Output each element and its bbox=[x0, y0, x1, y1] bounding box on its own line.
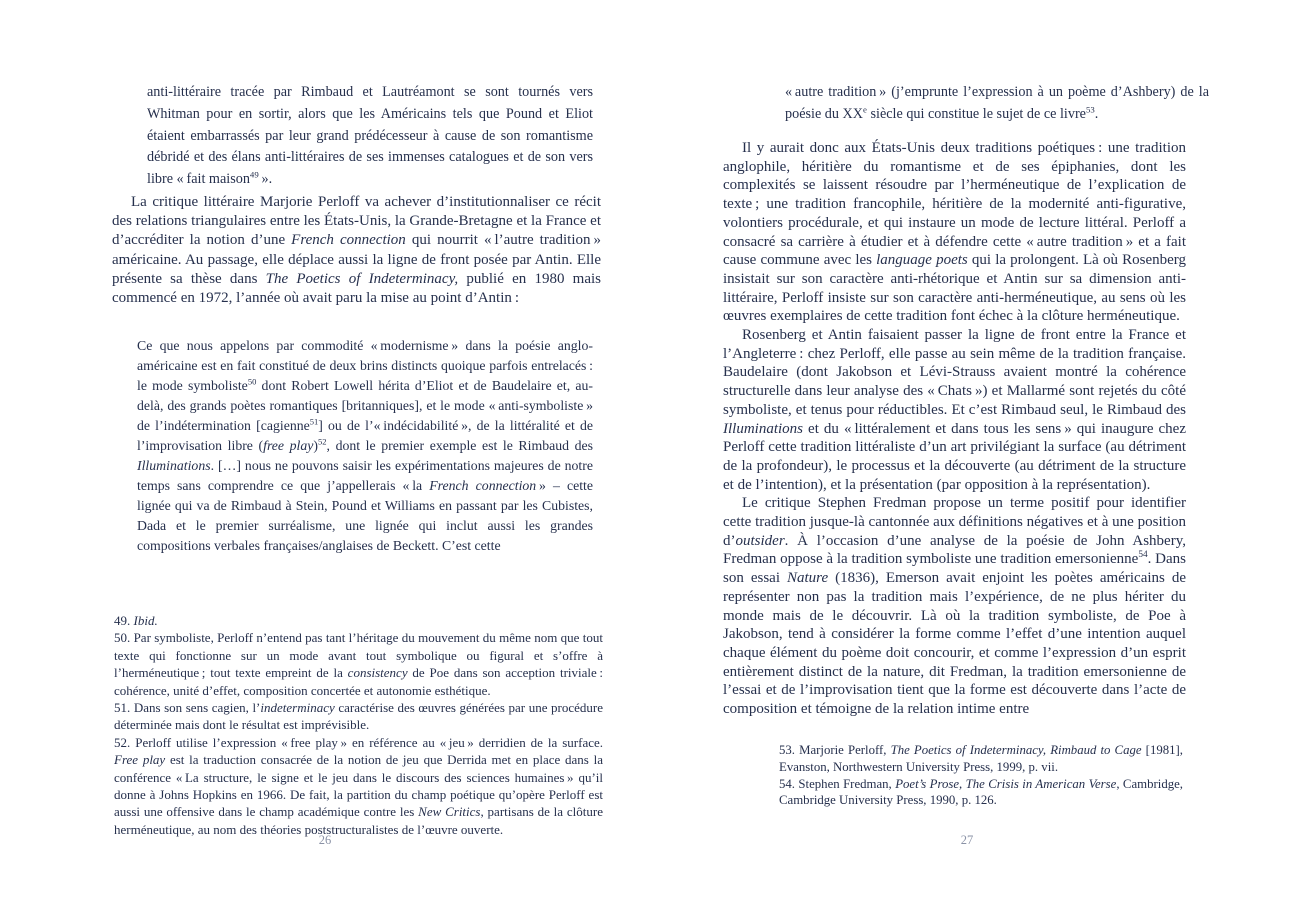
right-paragraph-1: Il y aurait donc aux États-Unis deux traditions poétiques : une tradition anglophile, héritière du romantisme et de ses épiphanies, dont les complexités se laissent résoudre par l’herméneutique de l’explication de texte ; une tradition francophile, héritière de la modernité anti-figurative, volontiers procédurale, et qui instaure un mode de lecture littéral. Perloff a consacré sa carrière à étudier et à défendre cette « autre tradition » et a fait cause commune avec les language poets qui la prolongent. Là où Rosenberg insistait sur son caractère anti-rhétorique et Antin sur sa dimension anti-littéraire, Perloff insiste sur son caractère anti-herméneutique, au sens où les œuvres exemplaires de cette tradition font échec à la clôture herméneutique. bbox=[723, 140, 1186, 325]
footnote-53: 53. Marjorie Perloff, The Poetics of Indeterminacy, Rimbaud to Cage [1981], Evanston, Northwestern University Press, 1999, p. vii. bbox=[779, 743, 1183, 774]
left-quote-continuation: anti-littéraire tracée par Rimbaud et Lautréamont se sont tournés vers Whitman pour en sortir, alors que les Américains tels que Pound et Eliot étaient embarrassés par leur grand prédécesseur à cause de son romantisme débridé et des élans anti-littéraires de ses immenses catalogues et de son vers libre « fait maison$^{49}$ ». bbox=[147, 84, 593, 188]
right-quote-continuation: « autre tradition » (j’emprunte l’expression à un poème d’Ashbery) de la poésie du XXe siècle qui constitue le sujet de ce livre$^{53}$. bbox=[785, 84, 1209, 122]
right-paragraph-2: Rosenberg et Antin faisaient passer la ligne de front entre la France et l’Angleterre : chez Perloff, elle passe au sein même de la tradition française. Baudelaire (dont Jakobson et Lévi-Strauss avaient montré la cohérence structurelle dans leur analyse des « Chats ») et Mallarmé sont rejetés du côté symboliste, et tenus pour réductibles. Et c’est Rimbaud seul, le Rimbaud des Illuminations et du « littéralement et dans tous les sens » qui inaugure chez Perloff cette tradition littéraliste d’un art privilégiant la surface (au détriment de la profondeur), le processus et la découverte (au détriment de la structure et de l’intention), et la présentation (par opposition à la représentation). bbox=[723, 327, 1186, 493]
footnote-54: 54. Stephen Fredman, Poet’s Prose, The Crisis in American Verse, Cambridge, Cambridge University Press, 1990, p. 126. bbox=[779, 776, 1183, 808]
left-footnotes bbox=[114, 612, 603, 838]
right-footnotes bbox=[779, 742, 1183, 809]
left-blockquote: Ce que nous appelons par commodité « modernisme » dans la poésie anglo-américaine est en fait constitué de deux brins distincts quoique parfois entrelacés : le mode symboliste$^{50}$ dont Robert Lowell hérita d’Eliot et de Baudelaire et, au-delà, des grands poètes romantiques [britanniques], et le mode « anti-symboliste » de l’indétermination [cagienne$^{51}$] ou de l’« indécidabilité », de la littéralité et de l’improvisation libre (free play)$^{52}$, dont le premier exemple est le Rimbaud des Illuminations. […] nous ne pouvons saisir les expérimentations majeures de notre temps sans comprendre ce que j’appellerais « la French connection » – cette lignée qui va de Rimbaud à Stein, Pound et Williams en passant par les Cubistes, Dada et le premier surréalisme, une lignée qui inclut aussi les grandes compositions verbales françaises/anglaises de Beckett. C’est cette bbox=[137, 338, 594, 553]
right-paragraph-3: Le critique Stephen Fredman propose un terme positif pour identifier cette tradition jusque-là cantonnée aux définitions négatives et à une position d’outsider. À l’occasion d’une analyse de la poésie de John Ashbery, Fredman oppose à la tradition symboliste une tradition emersonienne$^{54}$. Dans son essai Nature (1836), Emerson avait enjoint les poètes américains de représenter non pas la tradition mais l’expérience, de ne plus hériter du monde mais de le découvrir. Là où la tradition symboliste, de Poe à Jakobson, tend à considérer la forme comme l’effet d’une intention auquel chaque élément du poème doit concourir, et comme l’expression d’un esprit entièrement distinct de la nature, dit Fredman, la tradition emersonienne de l’essai et de l’improvisation tient que la forme est découverte dans l’acte de composition et témoigne de la relation intime entre bbox=[723, 495, 1187, 718]
footnote-52: 52. Perloff utilise l’expression « free play » en référence au « jeu » derridien de la surface. Free play est la traduction consacrée de la notion de jeu que Derrida met en place dans la conférence « La structure, le signe et le jeu dans le discours des sciences humaines » qu’il donne à Johns Hopkins en 1966. De fait, la partition du champ poétique qu’opère Perloff est aussi une offensive dans le champ académique contre les New Critics, partisans de la clôture herméneutique, au nom des théories poststructuralistes de l’œuvre ouverte. bbox=[114, 734, 603, 837]
left-body-paragraph: La critique littéraire Marjorie Perloff va achever d’institutionnaliser ce récit des relations triangulaires entre les États-Unis, la Grande-Bretagne et la France et d’accréditer la notion d’une French connection qui nourrit « l’autre tradition » américaine. Au passage, elle déplace aussi la ligne de front posée par Antin. Elle présente sa thèse dans The Poetics of Indeterminacy, publié en 1980 mais commencé en 1972, l’année où avait paru la mise au point d’Antin : bbox=[112, 194, 602, 307]
left-page-number: 26 bbox=[318, 833, 332, 847]
footnote-51: 51. Dans son sens cagien, l’indeterminacy caractérise des œuvres générées par une procédure déterminée mais dont le résultat est imprévisible. bbox=[114, 700, 603, 733]
right-page-number: 27 bbox=[960, 833, 974, 847]
footnote-49: 49. Ibid. bbox=[114, 613, 158, 628]
footnote-50: 50. Par symboliste, Perloff n’entend pas tant l’héritage du mouvement du même nom que tout texte qui fonctionne sur un mode avant tout symbolique ou figural et s’offre à l’herméneutique ; tout texte empreint de la consistency de Poe dans son acception triviale : cohérence, unité d’effet, composition concertée et autonomie esthétique. bbox=[114, 630, 604, 698]
right-body bbox=[723, 139, 1186, 719]
